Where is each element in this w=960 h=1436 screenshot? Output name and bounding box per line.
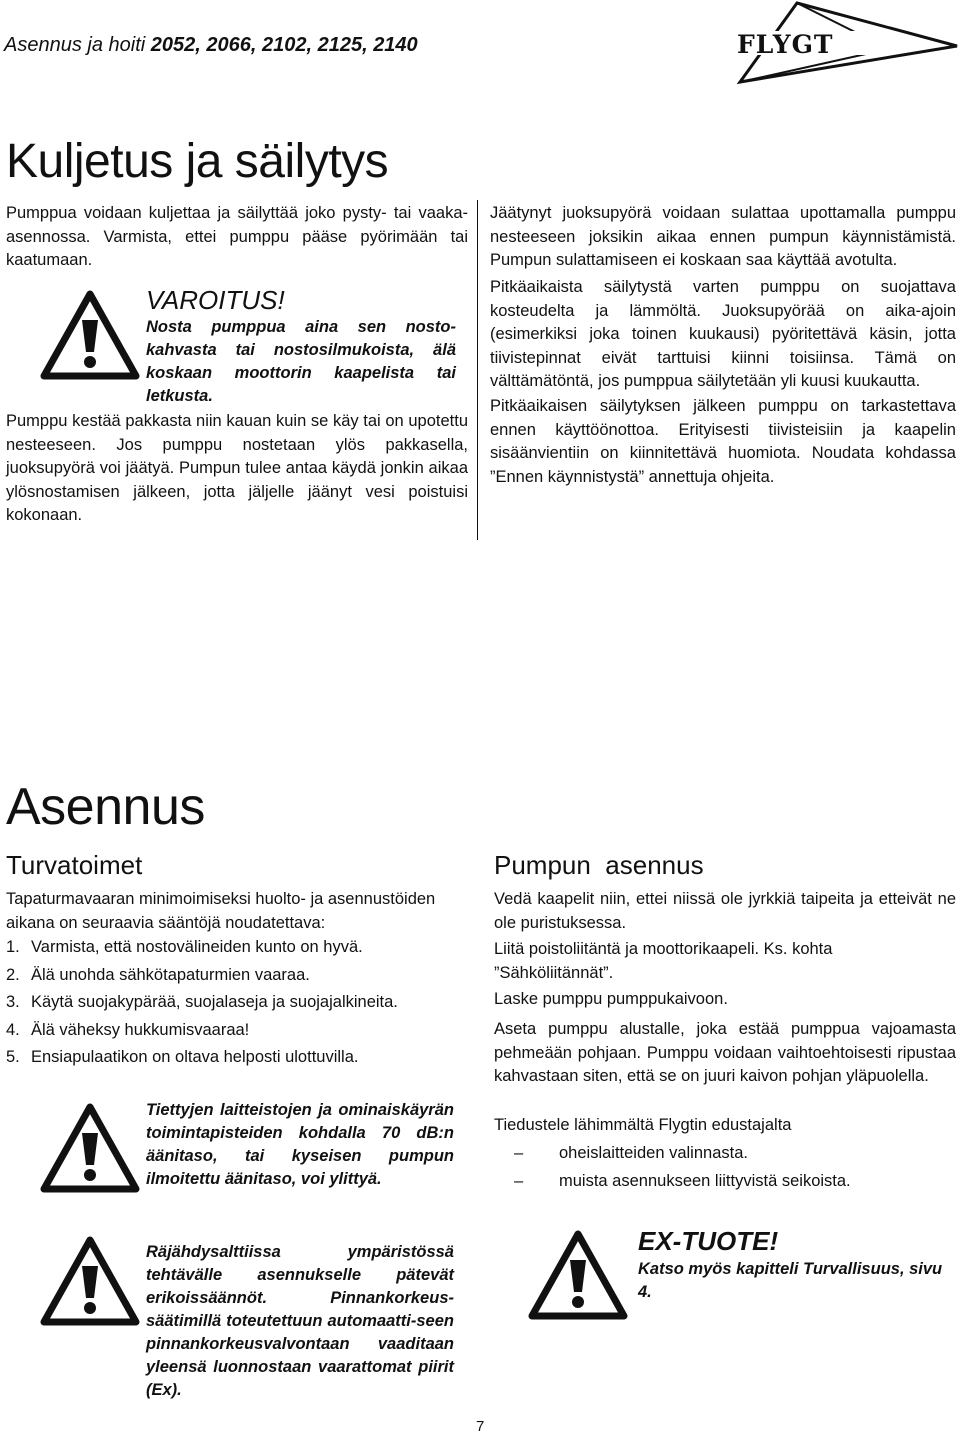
list-item	[494, 1142, 956, 1166]
header-title-prefix: Asennus ja hoiti	[4, 34, 151, 56]
list-item-text: Varmista, että nostovälineiden kunto on hyvä.	[31, 938, 363, 956]
after-storage-paragraph: Pitkäaikaisen säilytyksen jälkeen pumppu on tarkastettava ennen käyttöönottoa. Erityisesti tiivisteisiin ja kaapelin sisäänvientiin on kiinnitettävä huomiota. Noudata kohdassa ”Ennen käynnistystä” annettuja ohjeita.	[490, 397, 956, 486]
pump-install-p3: Laske pumppu pumppukaivoon.	[494, 990, 728, 1008]
warning-triangle-icon	[528, 1230, 628, 1322]
section-heading-transport: Kuljetus ja säilytys	[6, 135, 389, 188]
list-dash: –	[514, 1144, 524, 1162]
logo-text: FLYGT	[737, 30, 834, 59]
list-item-number: 1.	[6, 938, 20, 956]
list-item-text: oheislaitteiden valinnasta.	[559, 1144, 748, 1162]
explosion-warning-text: Räjähdysalttiissa ympäristössä tehtävälle asennukselle pätevät erikoissäännöt. Pinnankorkeus-säätimillä toteutettuun automaatti-seen pinnankorkeusvalvontaan vaaditaan yleensä luonnostaan vaarattomat piirit (Ex).	[146, 1243, 454, 1399]
consult-list	[494, 1142, 956, 1193]
page-number: 7	[476, 1418, 485, 1435]
pump-install-p2: Liitä poistoliitäntä ja moottorikaapeli. Ks. kohta ”Sähköliitännät”.	[494, 940, 833, 982]
warning-title: VAROITUS!	[146, 285, 285, 315]
storage-paragraph: Pitkäaikaista säilytystä varten pumppu on suojattava kosteudelta ja lämmöltä. Juoksupyörää on aika-ajoin (esimerkiksi joka toinen kuukausi) pyöritettävä käsin, jotta tiivistepinnat eivät tarttuisi kiinni toisiinsa. Tämä on välttämätöntä, jos pumppua säilytetään yli kuusi kuukautta.	[490, 278, 956, 390]
list-dash: –	[514, 1171, 524, 1190]
flygt-logo	[735, 0, 960, 90]
column-divider	[477, 200, 478, 540]
pump-install-p4: Aseta pumppu alustalle, joka estää pumppua vajoamasta pehmeään pohjaan. Pumppu voidaan vaihtoehtoisesti ripustaa kahvastaan siten, että se on juuri kaivon pohjan yläpuolella.	[494, 1020, 956, 1085]
list-item	[6, 1046, 468, 1070]
list-item-number: 4.	[6, 1020, 20, 1039]
safety-heading: Turvatoimet	[6, 850, 143, 880]
header-title-models: 2052, 2066, 2102, 2125, 2140	[150, 34, 418, 56]
list-item-number: 2.	[6, 965, 20, 984]
list-item	[6, 991, 468, 1015]
warning-triangle-icon	[40, 290, 140, 382]
thaw-paragraph: Jäätynyt juoksupyörä voidaan sulattaa upottamalla pumppu nesteeseen joksikin aikaa ennen pumpun käynnistämistä. Pumpun sulattamiseen ei koskaan saa käyttää avotulta.	[490, 204, 956, 269]
list-item-number: 5.	[6, 1048, 20, 1066]
list-item	[6, 936, 468, 960]
document-header-title	[4, 34, 418, 57]
list-item-text: Älä unohda sähkötapaturmien vaaraa.	[31, 965, 310, 984]
safety-intro: Tapaturmavaaran minimoimiseksi huolto- ja asennustöiden aikana on seuraavia sääntöjä noudatettava:	[6, 890, 436, 932]
pump-install-heading: Pumpun asennus	[494, 850, 704, 880]
frost-paragraph: Pumppu kestää pakkasta niin kauan kuin se käy tai on upotettu nesteeseen. Jos pumppu nostetaan ylös pakkasella, juoksupyörä voi jäätyä. Pumpun tulee antaa käydä jonkin aikaa ylösnostamisen jälkeen, jotta jäljelle jäänyt vesi poistuisi kokonaan.	[6, 412, 468, 524]
safety-rules-list	[6, 936, 468, 1070]
list-item-text: Käytä suojakypärää, suojalaseja ja suojajalkineita.	[31, 993, 398, 1011]
pump-install-p1: Vedä kaapelit niin, ettei niissä ole jyrkkiä taipeita ja etteivät ne ole puristuksessa.	[494, 890, 956, 932]
warning-triangle-icon	[40, 1103, 140, 1195]
pump-install-p5: Tiedustele lähimmältä Flygtin edustajalta	[494, 1116, 792, 1134]
list-item	[494, 1170, 956, 1194]
list-item-text: Ensiapulaatikon on oltava helposti ulottuvilla.	[31, 1048, 359, 1066]
section-heading-installation: Asennus	[6, 778, 205, 836]
ex-warning-title: EX-TUOTE!	[638, 1226, 779, 1256]
list-item-text: muista asennukseen liittyvistä seikoista.	[559, 1171, 851, 1190]
list-item	[6, 1019, 468, 1043]
transport-intro: Pumppua voidaan kuljettaa ja säilyttää joko pysty- tai vaaka-asennossa. Varmista, ettei pumppu pääse pyörimään tai kaatumaan.	[6, 204, 468, 269]
warning-text: Nosta pumppua aina sen nosto-kahvasta tai nostosilmukoista, älä koskaan moottorin kaapelista tai letkusta.	[146, 318, 456, 405]
noise-warning-text: Tiettyjen laitteistojen ja ominaiskäyrän toimintapisteiden kohdalla 70 dB:n äänitaso, tai kyseisen pumpun ilmoitettu äänitaso, voi ylittyä.	[146, 1101, 454, 1188]
list-item-number: 3.	[6, 993, 20, 1011]
ex-warning-text: Katso myös kapitteli Turvallisuus, sivu 4.	[638, 1260, 943, 1301]
warning-triangle-icon	[40, 1236, 140, 1328]
list-item-text: Älä väheksy hukkumisvaaraa!	[31, 1020, 250, 1039]
list-item	[6, 964, 468, 988]
